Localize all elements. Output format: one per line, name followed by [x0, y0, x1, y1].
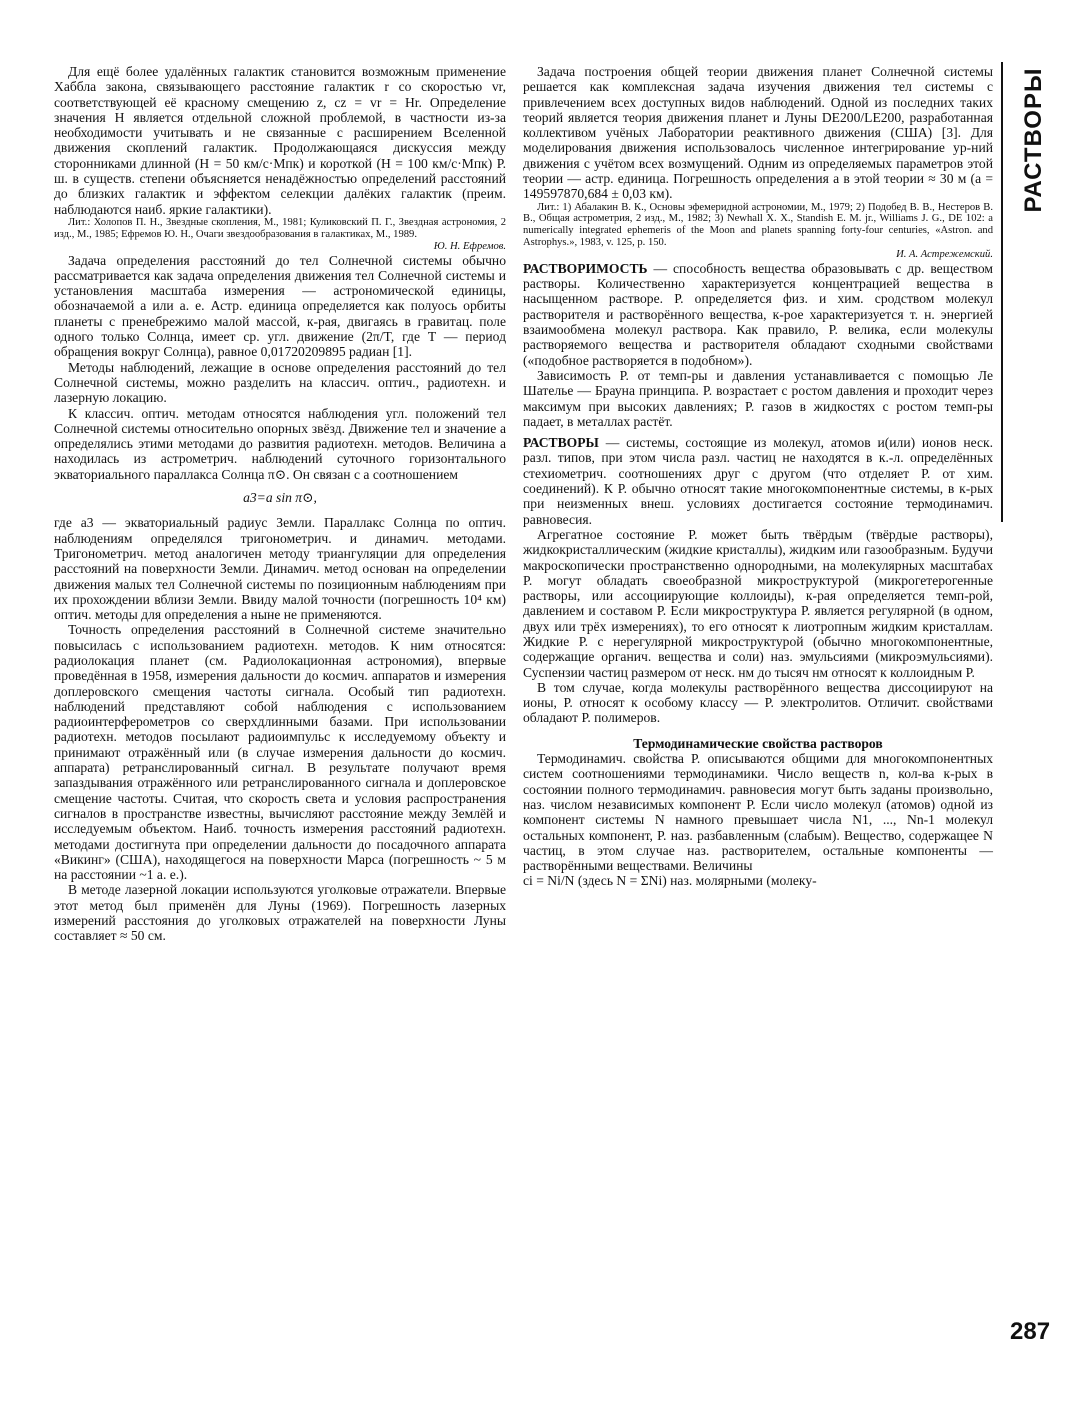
paragraph: Зависимость Р. от темп-ры и давления устанавливается с помощью Ле Шателье — Брауна принципа. Р. возрастает с ростом давления и проходит через максимум при высоких давлениях; Р. газов в жидкостях с ростом темп-ры падает, в металлах растёт. — [523, 367, 993, 429]
entry-definition: — системы, состоящие из молекул, атомов и(или) ионов неск. разл. типов, при этом числа разл. частиц не находятся в к.-л. определённых стехиометрич. соотношениях друг с другом (что отделяет Р. от хим. соединений). К Р. обычно относят такие многокомпонентные системы, в к-рых при неизменных внеш. условиях достигается состояние термодинамич. равновесия. — [523, 435, 993, 527]
paragraph: К классич. оптич. методам относятся наблюдения угл. положений тел Солнечной системы относительно опорных звёзд. Движение тел и значение a определялись этими методами до развития радиотехн. методов. Величина a находилась из астрометрич. наблюдений суточного горизонтального экваториального параллакса Солнца π⊙. Он связан с a соотношением — [54, 405, 506, 482]
formula: a3=a sin π⊙, — [243, 490, 317, 506]
running-head: РАСТВОРЫ — [1020, 67, 1047, 213]
literature-list: Лит.: Холопов П. Н., Звездные скопления, М., 1981; Куликовский П. Г., Звездная астрономия, 2 изд., М., 1985; Ефремов Ю. Н., Очаги звездообразования в галактиках, М., 1989. — [54, 216, 506, 240]
paragraph: Методы наблюдений, лежащие в основе определения расстояний до тел Солнечной системы, можно разделить на классич. оптич., радиотехн. и лазерную локацию. — [54, 359, 506, 406]
paragraph: Термодинамич. свойства Р. описываются общими для многокомпонентных систем соотношениями термодинамики. Число веществ n, кол-ва к-рых в состоянии полного термодинамич. равновесия могут быть заданы произвольно, наз. числом независимых компонент Р. Если число молекул (атомов) одной из компонент системы N намного превышает числа N1, ..., Nn-1 молекул остальных компонент, Р. наз. разбавленным (слабым). Вещество, содержащее N частиц, в этом случае наз. растворителем, остальные компоненты — растворёнными веществами. Величины — [523, 751, 993, 874]
right-column — [523, 64, 993, 889]
article-author: И. А. Астрежемский. — [896, 248, 993, 260]
entry-definition: — способность вещества образовывать с др. веществом растворы. Количественно характеризуется концентрацией вещества в насыщенном растворе. Р. определяется физ. и хим. сродством молекул растворителя и растворённого вещества, к-рое характеризуется т. н. энергией взаимообмена молекул раствора. Как правило, Р. велика, если молекулы растворяемого вещества и растворителя обладают сходными свойствами («подобное растворяется в подобном»). — [523, 260, 993, 368]
paragraph: В том случае, когда молекулы растворённого вещества диссоциируют на ионы, Р. относят к особому классу — Р. электролитов. Отличит. свойствами обладают Р. полимеров. — [523, 679, 993, 726]
page-number: 287 — [1010, 1318, 1051, 1345]
paragraph: где a3 — экваториальный радиус Земли. Параллакс Солнца по оптич. наблюдениям определялся тригонометрич. и динамич. методами. Тригонометрич. метод аналогичен методу триангуляции для определения расстояний на поверхности Земли. Динамич. метод основан на определении движения малых тел Солнечной системы по позиционным наблюдениям при их прохождении вблизи Земли. Ввиду малой точности (погрешность 10⁴ км) оптич. методы для определения a ныне не применяются. — [54, 515, 506, 623]
paragraph: Для ещё более удалённых галактик становится возможным применение Хаббла закона, связывающего расстояние галактик r со скоростью vr, соответствующей её красному смещению z, cz = vr = Hr. Определение значения H является отдельной сложной проблемой, в частности из-за необходимости учитывать и не связанные с расширением Вселенной движения скоплений галактик. Продолжающаяся дискуссия между сторонниками длинной (H = 50 км/с·Мпк) и короткой (H = 100 км/с·Мпк) Р. ш. в существ. степени объясняется ненадёжностью определений расстояний до близких галактик и эффектом селекции далёких галактик (преим. наблюдаются наиб. яркие галактики). — [54, 64, 506, 217]
paragraph: В методе лазерной локации используются уголковые отражатели. Впервые этот метод был применён для Луны (1969). Погрешность лазерных измерений расстояния до уголковых отражателей на поверхности Луны составляет ≈ 50 см. — [54, 882, 506, 944]
paragraph: Агрегатное состояние Р. может быть твёрдым (твёрдые растворы), жидкокристаллическим (жидкие кристаллы), жидким или газообразным. Будучи макроскопически пространственно однородными, на молекулярных масштабах Р. могут обладать своеобразной микроструктурой (микрогетерогенные растворы, или ассоциирующие коллоиды), к-рая определяется темп-рой, давлением и составом Р. Если микроструктура Р. является регулярной (в одном, двух или трёх измерениях), то его относят к лиотропным жидким кристаллам. Жидкие Р. с нерегулярной микроструктурой (обычно многокомпонентные, содержащие органич. вещества и соли) наз. эмульсиями (микроэмульсиями). Суспензии частиц размером от неск. нм до тысяч нм относят к коллоидным Р. — [523, 526, 993, 680]
column-rule — [1001, 62, 1003, 522]
entry-rastvory — [523, 435, 993, 527]
paragraph: ci = Ni/N (здесь N = ΣNi) наз. молярными (молеку- — [523, 873, 817, 889]
literature-list: Лит.: 1) Абалакин В. К., Основы эфемеридной астрономии, М., 1979; 2) Подобед В. В., Нестеров В. В., Общая астрометрия, 2 изд., М., 1982; 3) Newhall X. X., Standish E. M. jr., Williams J. G., DE 102: a numerically integrated ephemeris of the Moon and planets spanning forty-four centuries, «Astron. and Astrophys.», 1983, v. 125, p. 150. — [523, 201, 993, 249]
entry-term: РАСТВОРЫ — [523, 435, 599, 451]
left-column — [54, 64, 506, 944]
article-author: Ю. Н. Ефремов. — [433, 240, 506, 252]
entry-rastvorimost — [523, 261, 993, 368]
paragraph: Задача определения расстояний до тел Солнечной системы обычно рассматривается как задача определения движения тел Солнечной системы и установления масштаба измерения — астрономической единицы, обозначаемой a или а. е. Астр. единица определяется как полуось орбиты планеты с пренебрежимо малой массой, к-рая, двигаясь в гравитац. поле одного только Солнца, имеет ср. угл. движение (2π/T, где T — период обращения вокруг Солнца), равное 0,01720209895 радиан [1]. — [54, 252, 506, 360]
paragraph: Задача построения общей теории движения планет Солнечной системы решается как комплексная задача изучения движения тел системы с привлечением всех доступных видов наблюдений. Одной из последних таких теорий является теория движения планет и Луны DE200/LE200, разработанная коллективом учёных Лаборатории реактивного движения (США) [3]. Для моделирования движения использовалось численное интегрирование ур-ний движения с учётом всех возмущений. Одним из определяемых параметров этой теории — астр. единица. Погрешность определения a в этой теории ≈ 30 м (a = 149597870,684 ± 0,03 км). — [523, 64, 993, 202]
entry-term: РАСТВОРИМОСТЬ — [523, 260, 648, 276]
section-heading: Термодинамические свойства растворов — [633, 735, 883, 751]
paragraph: Точность определения расстояний в Солнечной системе значительно повысилась с использованием радиотехн. методов. К ним относятся: радиолокация планет (см. Радиолокационная астрономия), впервые проведённая в 1958, измерения дальности до космич. аппаратов и измерения доплеровского смещения частоты сигнала. Особый тип радиотехн. наблюдений представляют собой наблюдения с использованием радиоинтерферометров со сверхдлинными базами. При использовании радиотехн. методов посылают радиоимпульс к исследуемому объекту и принимают отражённый или (в случае измерения дальности до космич. аппарата) ретранслированный сигнал. В результате получают время запаздывания отражённого или ретранслированного сигнала и доплеровское смещение частоты. Считая, что скорость света и условия распространения сигналов в пространстве известны, вычисляют расстояние между Землёй и исследуемым объектом. Наиб. точность измерения расстояний радиотехн. методами достигнута при определении дальности до посадочного аппарата «Викинг» (США), находящегося на поверхности Марса (погрешность ~ 5 м на расстоянии ~1 а. е.). — [54, 622, 506, 883]
